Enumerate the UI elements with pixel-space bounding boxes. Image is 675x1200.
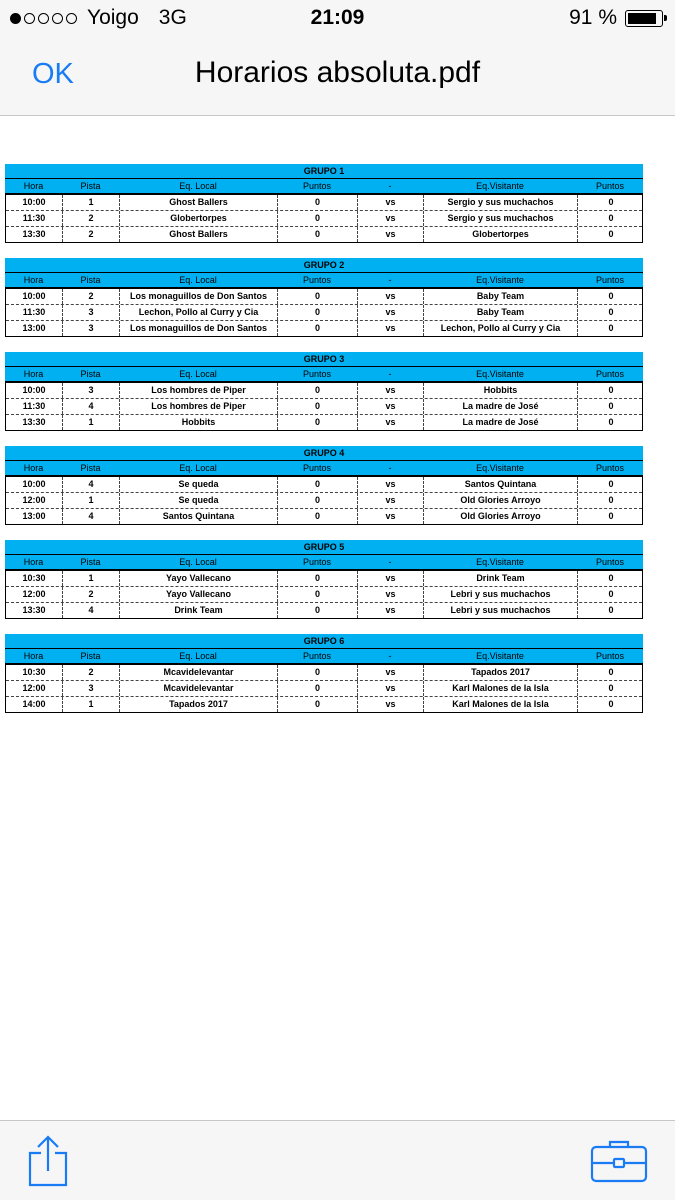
table-cell: 0 xyxy=(278,603,358,618)
group-table xyxy=(5,352,643,431)
table-header-row xyxy=(5,273,643,289)
column-header: Puntos xyxy=(302,369,332,379)
table-cell: 11:30 xyxy=(6,211,63,226)
table-cell: 0 xyxy=(608,479,614,489)
table-cell: Lebri y sus muchachos xyxy=(424,587,578,602)
column-header: Pista xyxy=(80,181,101,191)
table-cell: Drink Team xyxy=(120,603,278,618)
table-cell: Se queda xyxy=(120,493,278,508)
table-cell: 2 xyxy=(63,289,120,304)
table-cell: 13:30 xyxy=(6,415,63,430)
column-header: Hora xyxy=(23,275,44,285)
table-cell: Los hombres de Piper xyxy=(120,383,278,398)
table-cell: Tapados 2017 xyxy=(120,697,278,712)
table-cell: 0 xyxy=(608,683,614,693)
table-cell: 0 xyxy=(608,699,614,709)
table-cell: 2 xyxy=(63,227,120,242)
table-cell: 2 xyxy=(63,587,120,602)
table-cell: 11:30 xyxy=(6,399,63,414)
table-cell: 14:00 xyxy=(6,697,63,712)
table-cell: 0 xyxy=(608,495,614,505)
table-cell: 10:00 xyxy=(6,289,63,304)
column-header: Hora xyxy=(23,181,44,191)
table-cell: vs xyxy=(358,665,424,680)
table-cell: La madre de José xyxy=(424,415,578,430)
table-cell: Sergio y sus muchachos xyxy=(424,195,578,210)
table-cell: 0 xyxy=(278,227,358,242)
group-title: GRUPO 1 xyxy=(5,164,643,179)
table-cell: 11:30 xyxy=(6,305,63,320)
table-cell: 0 xyxy=(278,509,358,524)
column-header: Puntos xyxy=(302,557,332,567)
column-header: Eq. Local xyxy=(179,275,217,285)
carrier-name: Yoigo xyxy=(87,6,139,29)
column-header: Eq. Local xyxy=(179,557,217,567)
group-table xyxy=(5,634,643,713)
table-cell: La madre de José xyxy=(424,399,578,414)
column-header: Hora xyxy=(23,651,44,661)
table-cell: Lebri y sus muchachos xyxy=(424,603,578,618)
table-cell: 4 xyxy=(63,509,120,524)
table-cell: Ghost Ballers xyxy=(120,195,278,210)
column-header: Puntos xyxy=(302,181,332,191)
table-cell: 10:00 xyxy=(6,195,63,210)
ok-button[interactable]: OK xyxy=(32,58,74,90)
table-cell: vs xyxy=(358,493,424,508)
table-cell: 12:00 xyxy=(6,587,63,602)
table-cell: vs xyxy=(358,305,424,320)
column-header: Eq.Visitante xyxy=(476,275,524,285)
table-cell: 13:30 xyxy=(6,603,63,618)
column-header: Hora xyxy=(23,463,44,473)
table-cell: 12:00 xyxy=(6,493,63,508)
table-row xyxy=(6,697,642,713)
table-cell: vs xyxy=(358,211,424,226)
column-header: Puntos xyxy=(302,651,332,661)
table-cell: vs xyxy=(358,399,424,414)
table-cell: Karl Malones de la Isla xyxy=(424,681,578,696)
column-header: - xyxy=(388,275,392,285)
table-cell: vs xyxy=(358,383,424,398)
table-cell: vs xyxy=(358,571,424,586)
toolbox-icon[interactable] xyxy=(588,1137,650,1185)
table-row xyxy=(6,399,642,415)
group-title: GRUPO 6 xyxy=(5,634,643,649)
table-row xyxy=(6,383,642,399)
column-header: Eq. Local xyxy=(179,651,217,661)
table-cell: vs xyxy=(358,697,424,712)
table-cell: 0 xyxy=(608,213,614,223)
group-table xyxy=(5,540,643,619)
table-cell: 1 xyxy=(63,493,120,508)
table-row xyxy=(6,603,642,619)
network-type: 3G xyxy=(158,6,187,29)
column-header: - xyxy=(388,181,392,191)
table-cell: 0 xyxy=(278,305,358,320)
column-header: Eq. Local xyxy=(179,463,217,473)
table-cell: vs xyxy=(358,415,424,430)
table-cell: 10:00 xyxy=(6,477,63,492)
table-cell: 3 xyxy=(63,383,120,398)
table-cell: vs xyxy=(358,587,424,602)
table-cell: Baby Team xyxy=(424,305,578,320)
table-cell: 0 xyxy=(608,385,614,395)
table-cell: 0 xyxy=(278,195,358,210)
table-cell: 1 xyxy=(63,415,120,430)
status-bar xyxy=(0,0,675,40)
table-row xyxy=(6,321,642,337)
table-cell: vs xyxy=(358,321,424,336)
table-cell: 0 xyxy=(278,321,358,336)
table-cell: 0 xyxy=(608,573,614,583)
column-header: - xyxy=(388,651,392,661)
column-header: Eq.Visitante xyxy=(476,557,524,567)
column-header: Puntos xyxy=(595,651,625,661)
table-cell: Globertorpes xyxy=(424,227,578,242)
table-cell: 0 xyxy=(608,605,614,615)
column-header: Puntos xyxy=(595,275,625,285)
column-header: Hora xyxy=(23,369,44,379)
table-cell: 10:00 xyxy=(6,383,63,398)
nav-bar xyxy=(0,40,675,116)
table-cell: Los monaguillos de Don Santos xyxy=(120,321,278,336)
table-cell: 2 xyxy=(63,665,120,680)
group-table xyxy=(5,164,643,243)
group-table xyxy=(5,258,643,337)
table-cell: 0 xyxy=(608,291,614,301)
pdf-document[interactable] xyxy=(5,164,643,728)
table-row xyxy=(6,195,642,211)
table-header-row xyxy=(5,555,643,571)
column-header: Puntos xyxy=(595,463,625,473)
table-header-row xyxy=(5,179,643,195)
table-header-row xyxy=(5,461,643,477)
table-cell: 4 xyxy=(63,477,120,492)
table-cell: vs xyxy=(358,195,424,210)
table-cell: 12:00 xyxy=(6,681,63,696)
table-cell: 0 xyxy=(278,383,358,398)
table-cell: Hobbits xyxy=(120,415,278,430)
status-time: 21:09 xyxy=(310,6,365,29)
table-cell: 0 xyxy=(278,571,358,586)
table-body xyxy=(5,383,643,431)
column-header: Pista xyxy=(80,651,101,661)
table-row xyxy=(6,227,642,243)
table-body xyxy=(5,571,643,619)
table-cell: 0 xyxy=(278,477,358,492)
table-cell: Old Glories Arroyo xyxy=(424,493,578,508)
table-cell: 0 xyxy=(608,417,614,427)
table-cell: 13:30 xyxy=(6,227,63,242)
table-cell: Sergio y sus muchachos xyxy=(424,211,578,226)
table-cell: 0 xyxy=(278,493,358,508)
group-title: GRUPO 3 xyxy=(5,352,643,367)
group-title: GRUPO 5 xyxy=(5,540,643,555)
table-cell: 3 xyxy=(63,321,120,336)
table-row xyxy=(6,493,642,509)
table-header-row xyxy=(5,367,643,383)
table-cell: 0 xyxy=(278,211,358,226)
table-row xyxy=(6,681,642,697)
table-cell: 0 xyxy=(278,289,358,304)
table-cell: 0 xyxy=(278,697,358,712)
table-cell: 0 xyxy=(608,667,614,677)
table-cell: vs xyxy=(358,509,424,524)
column-header: Eq. Local xyxy=(179,181,217,191)
column-header: Eq.Visitante xyxy=(476,463,524,473)
column-header: Pista xyxy=(80,369,101,379)
table-cell: 3 xyxy=(63,305,120,320)
table-cell: 0 xyxy=(278,399,358,414)
table-cell: 0 xyxy=(608,589,614,599)
column-header: Pista xyxy=(80,557,101,567)
group-title: GRUPO 4 xyxy=(5,446,643,461)
table-cell: 1 xyxy=(63,571,120,586)
column-header: Pista xyxy=(80,275,101,285)
table-body xyxy=(5,477,643,525)
table-cell: 0 xyxy=(608,197,614,207)
table-row xyxy=(6,477,642,493)
column-header: Eq.Visitante xyxy=(476,651,524,661)
table-body xyxy=(5,289,643,337)
table-cell: Los monaguillos de Don Santos xyxy=(120,289,278,304)
table-body xyxy=(5,665,643,713)
column-header: - xyxy=(388,557,392,567)
table-cell: Mcavidelevantar xyxy=(120,665,278,680)
table-row xyxy=(6,665,642,681)
table-cell: Los hombres de Piper xyxy=(120,399,278,414)
column-header: Pista xyxy=(80,463,101,473)
column-header: - xyxy=(388,369,392,379)
table-cell: 10:30 xyxy=(6,665,63,680)
document-title: Horarios absoluta.pdf xyxy=(194,56,481,89)
share-icon[interactable] xyxy=(26,1135,70,1187)
table-cell: Baby Team xyxy=(424,289,578,304)
table-cell: Yayo Vallecano xyxy=(120,571,278,586)
table-header-row xyxy=(5,649,643,665)
column-header: Hora xyxy=(23,557,44,567)
column-header: - xyxy=(388,463,392,473)
table-cell: Globertorpes xyxy=(120,211,278,226)
table-cell: 0 xyxy=(608,307,614,317)
table-cell: vs xyxy=(358,681,424,696)
table-cell: 0 xyxy=(608,323,614,333)
bottom-toolbar xyxy=(0,1120,675,1200)
table-cell: 3 xyxy=(63,681,120,696)
table-cell: 13:00 xyxy=(6,509,63,524)
status-right xyxy=(569,6,663,30)
column-header: Eq.Visitante xyxy=(476,369,524,379)
table-cell: 0 xyxy=(608,401,614,411)
table-cell: 2 xyxy=(63,211,120,226)
table-cell: 4 xyxy=(63,603,120,618)
table-cell: Hobbits xyxy=(424,383,578,398)
table-cell: Lechon, Pollo al Curry y Cia xyxy=(120,305,278,320)
table-cell: Lechon, Pollo al Curry y Cia xyxy=(424,321,578,336)
table-cell: 0 xyxy=(608,511,614,521)
table-cell: 4 xyxy=(63,399,120,414)
table-cell: Drink Team xyxy=(424,571,578,586)
table-row xyxy=(6,571,642,587)
table-cell: Santos Quintana xyxy=(120,509,278,524)
table-cell: 1 xyxy=(63,697,120,712)
table-cell: Tapados 2017 xyxy=(424,665,578,680)
table-row xyxy=(6,211,642,227)
table-cell: 0 xyxy=(278,681,358,696)
table-cell: vs xyxy=(358,227,424,242)
battery-icon xyxy=(625,10,663,27)
column-header: Puntos xyxy=(595,557,625,567)
table-cell: vs xyxy=(358,289,424,304)
table-cell: Old Glories Arroyo xyxy=(424,509,578,524)
table-cell: 0 xyxy=(278,587,358,602)
group-title: GRUPO 2 xyxy=(5,258,643,273)
table-row xyxy=(6,587,642,603)
table-cell: Karl Malones de la Isla xyxy=(424,697,578,712)
table-cell: 0 xyxy=(608,229,614,239)
table-cell: Yayo Vallecano xyxy=(120,587,278,602)
table-row xyxy=(6,415,642,431)
table-cell: 13:00 xyxy=(6,321,63,336)
table-row xyxy=(6,289,642,305)
table-cell: Mcavidelevantar xyxy=(120,681,278,696)
table-cell: Se queda xyxy=(120,477,278,492)
table-cell: Santos Quintana xyxy=(424,477,578,492)
column-header: Puntos xyxy=(302,463,332,473)
column-header: Puntos xyxy=(595,369,625,379)
column-header: Puntos xyxy=(302,275,332,285)
column-header: Puntos xyxy=(595,181,625,191)
group-table xyxy=(5,446,643,525)
table-body xyxy=(5,195,643,243)
table-cell: vs xyxy=(358,477,424,492)
table-cell: 10:30 xyxy=(6,571,63,586)
table-row xyxy=(6,305,642,321)
table-cell: Ghost Ballers xyxy=(120,227,278,242)
column-header: Eq. Local xyxy=(179,369,217,379)
battery-percentage: 91 % xyxy=(569,6,617,29)
table-cell: 0 xyxy=(278,415,358,430)
column-header: Eq.Visitante xyxy=(476,181,524,191)
table-cell: 1 xyxy=(63,195,120,210)
table-row xyxy=(6,509,642,525)
table-cell: vs xyxy=(358,603,424,618)
table-cell: 0 xyxy=(278,665,358,680)
